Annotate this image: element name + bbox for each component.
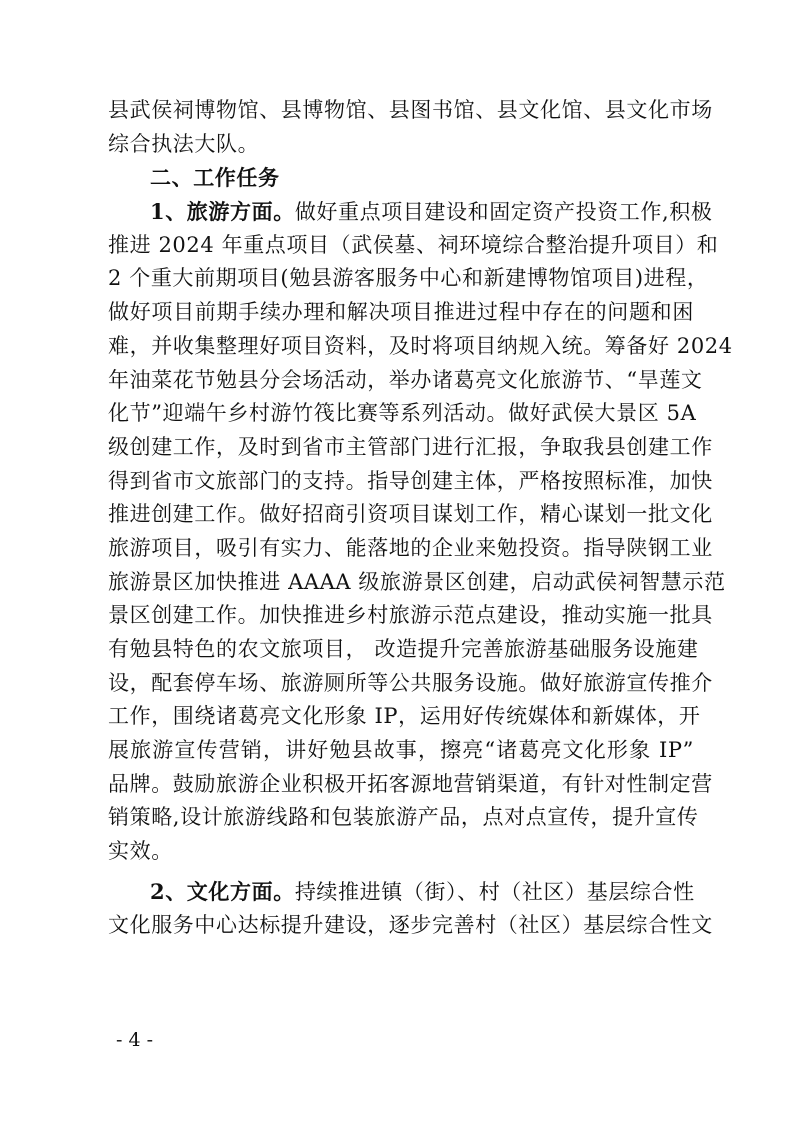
- text-line: 推进 2024 年重点项目（武侯墓、祠环境综合整治提升项目）和: [108, 232, 719, 257]
- tourism-paragraph: [108, 195, 733, 869]
- tourism-heading: 1、旅游方面。: [150, 199, 295, 225]
- text-line: 得到省市文旅部门的支持。指导创建主体，严格按照标准，加快: [108, 468, 713, 493]
- text-line: 展旅游宣传营销，讲好勉县故事，擦亮“诸葛亮文化形象 IP”: [108, 738, 694, 763]
- section-heading: 二、工作任务: [150, 165, 280, 191]
- text-line: 化节”迎端午乡村游竹筏比赛等系列活动。做好武侯大景区 5A: [108, 401, 697, 426]
- text-line: 品牌。鼓励旅游企业积极开拓客源地营销渠道，有针对性制定营: [108, 771, 713, 796]
- text-line: 景区创建工作。加快推进乡村旅游示范点建设，推动实施一批具: [108, 603, 713, 628]
- paragraph-first-line: [108, 875, 694, 909]
- document-page: [108, 94, 733, 942]
- text-line: 文化服务中心达标提升建设，逐步完善村（社区）基层综合性文: [108, 912, 713, 937]
- text-line: 2 个重大前期项目(勉县游客服务中心和新建博物馆项目)进程，: [108, 266, 709, 291]
- intro-paragraph: [108, 94, 713, 161]
- text-line: 难，并收集整理好项目资料，及时将项目纳规入统。筹备好 2024: [108, 333, 733, 358]
- text-line: 有勉县特色的农文旅项目， 改造提升完善旅游基础服务设施建: [108, 637, 699, 661]
- text-line: 销策略,设计旅游线路和包装旅游产品，点对点宣传，提升宣传: [108, 805, 699, 830]
- page-number: - 4 -: [116, 1029, 154, 1051]
- text-line: 旅游项目，吸引有实力、能落地的企业来勉投资。指导陕钢工业: [108, 535, 713, 560]
- text-line: 设，配套停车场、旅游厕所等公共服务设施。做好旅游宣传推介: [108, 670, 713, 695]
- text-line: 做好重点项目建设和固定资产投资工作,积极: [294, 200, 713, 225]
- text-line: 级创建工作，及时到省市主管部门进行汇报，争取我县创建工作: [108, 434, 713, 459]
- text-line: 实效。: [108, 839, 173, 864]
- culture-heading: 2、文化方面。: [150, 878, 295, 904]
- text-line: 综合执法大队。: [108, 131, 260, 156]
- text-line: 做好项目前期手续办理和解决项目推进过程中存在的问题和困: [108, 300, 694, 325]
- text-line: 推进创建工作。做好招商引资项目谋划工作，精心谋划一批文化: [108, 502, 713, 527]
- text-line: 县武侯祠博物馆、县博物馆、县图书馆、县文化馆、县文化市场: [108, 98, 713, 122]
- text-line: 年油菜花节勉县分会场活动，举办诸葛亮文化旅游节、“旱莲文: [108, 367, 703, 392]
- text-line: 工作，围绕诸葛亮文化形象 IP，运用好传统媒体和新媒体，开: [108, 704, 701, 729]
- text-line: 旅游景区加快推进 AAAA 级旅游景区创建，启动武侯祠智慧示范: [108, 569, 726, 594]
- text-line: 持续推进镇（街）、村（社区）基层综合性: [294, 879, 695, 904]
- culture-paragraph: [108, 875, 713, 942]
- paragraph-first-line: [108, 195, 713, 229]
